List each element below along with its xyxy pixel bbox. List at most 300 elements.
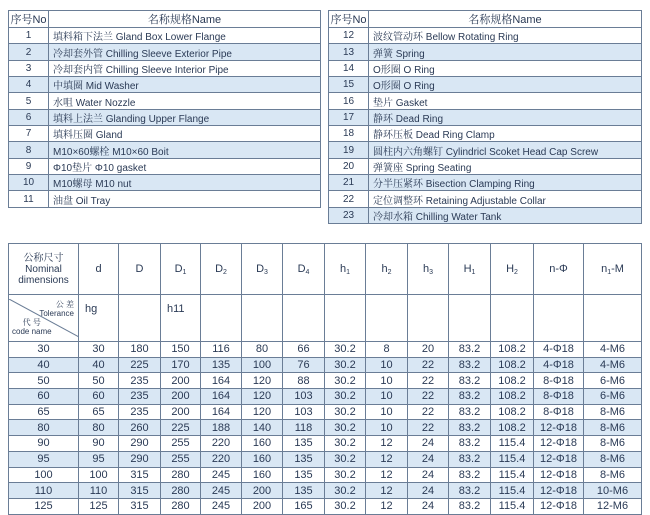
part-number: 23 [329, 207, 369, 223]
tolerance-cell [325, 295, 366, 342]
dimension-value: 30.2 [325, 451, 366, 467]
dimension-value: 280 [161, 498, 201, 514]
dimension-value: 22 [408, 389, 449, 405]
part-row [329, 44, 642, 60]
dimension-row [9, 389, 642, 405]
dimension-value: 108.2 [491, 389, 534, 405]
dimension-value: 315 [119, 498, 161, 514]
part-row [329, 142, 642, 158]
dimension-value: 22 [408, 420, 449, 436]
nominal-size: 40 [9, 357, 79, 373]
dimension-row [9, 404, 642, 420]
part-number: 13 [329, 44, 369, 60]
dimension-value: 164 [201, 389, 242, 405]
part-number: 3 [9, 60, 49, 76]
dimension-value: 12 [366, 483, 408, 499]
dimension-value: 12 [366, 498, 408, 514]
dimension-value: 30.2 [325, 436, 366, 452]
dimension-value: 200 [161, 389, 201, 405]
part-row [329, 93, 642, 109]
nominal-size: 65 [9, 404, 79, 420]
column-symbol: D [174, 262, 183, 275]
part-name: 填料上法兰 Glanding Upper Flange [49, 109, 321, 125]
part-number: 15 [329, 77, 369, 93]
column-header [325, 244, 366, 295]
dimension-value: 90 [79, 436, 119, 452]
dimension-value: 135 [283, 451, 325, 467]
dimension-value: 165 [283, 498, 325, 514]
column-header [449, 244, 491, 295]
column-header [201, 244, 242, 295]
dimension-value: 83.2 [449, 404, 491, 420]
column-symbol: H [463, 262, 472, 275]
dimension-value: 118 [283, 420, 325, 436]
column-subscript: 1 [346, 268, 351, 276]
dimension-value: 30.2 [325, 498, 366, 514]
column-header [79, 244, 119, 295]
dimension-value: 160 [242, 467, 283, 483]
tolerance-en: Tolerance [39, 309, 74, 318]
dimension-row [9, 451, 642, 467]
dimension-value: 8-M6 [584, 420, 642, 436]
header-name: 名称规格Name [369, 11, 642, 28]
part-number: 6 [9, 109, 49, 125]
code-label [12, 318, 52, 336]
dimension-value: 30.2 [325, 373, 366, 389]
part-name: O形圈 O Ring [369, 60, 642, 76]
dimension-value: 10 [366, 373, 408, 389]
dimension-value: 22 [408, 357, 449, 373]
dimension-row [9, 357, 642, 373]
part-name: 静环压板 Dead Ring Clamp [369, 126, 642, 142]
dimension-value: 65 [79, 404, 119, 420]
dimension-value: 83.2 [449, 357, 491, 373]
tolerance-cell [534, 295, 584, 342]
dimension-value: 160 [242, 451, 283, 467]
tolerance-cell [201, 295, 242, 342]
dimension-value: 80 [79, 420, 119, 436]
dimension-value: 290 [119, 451, 161, 467]
dimension-value: 83.2 [449, 373, 491, 389]
dimension-value: 280 [161, 467, 201, 483]
nominal-size: 95 [9, 451, 79, 467]
part-row [329, 60, 642, 76]
part-number: 16 [329, 93, 369, 109]
dimension-value: 235 [119, 389, 161, 405]
dimension-value: 120 [242, 389, 283, 405]
dimension-value: 255 [161, 436, 201, 452]
dimension-value: 30.2 [325, 404, 366, 420]
dimension-value: 115.4 [491, 483, 534, 499]
dimension-value: 95 [79, 451, 119, 467]
part-name: 冷却水箱 Chilling Water Tank [369, 207, 642, 223]
dimension-row [9, 483, 642, 499]
dimension-value: 225 [161, 420, 201, 436]
dimension-value: 108.2 [491, 357, 534, 373]
dimension-value: 150 [161, 342, 201, 358]
part-row [9, 44, 321, 60]
part-number: 19 [329, 142, 369, 158]
dimension-value: 135 [283, 467, 325, 483]
dimension-value: 280 [161, 483, 201, 499]
dimension-value: 115.4 [491, 436, 534, 452]
tolerance-cell [242, 295, 283, 342]
part-row [329, 191, 642, 207]
dimension-value: 83.2 [449, 389, 491, 405]
column-symbol: h [381, 262, 388, 275]
dimension-value: 8-M6 [584, 451, 642, 467]
dimension-value: 140 [242, 420, 283, 436]
part-number: 10 [9, 175, 49, 191]
dimension-value: 83.2 [449, 451, 491, 467]
dimension-value: 10 [366, 420, 408, 436]
part-number: 14 [329, 60, 369, 76]
column-subscript: 2 [387, 268, 392, 276]
column-header [119, 244, 161, 295]
dimension-value: 12 [366, 451, 408, 467]
part-row [329, 175, 642, 191]
part-number: 8 [9, 142, 49, 158]
tolerance-cell [449, 295, 491, 342]
dimension-value: 220 [201, 436, 242, 452]
column-header [408, 244, 449, 295]
column-header [366, 244, 408, 295]
part-number: 1 [9, 28, 49, 44]
dimension-row [9, 420, 642, 436]
dimension-value: 160 [242, 436, 283, 452]
dimension-value: 103 [283, 404, 325, 420]
dimension-value: 200 [242, 483, 283, 499]
dimension-value: 76 [283, 357, 325, 373]
dimension-value: 220 [201, 451, 242, 467]
tolerance-cell: hg [79, 295, 119, 342]
dimension-value: 60 [79, 389, 119, 405]
dimension-value: 245 [201, 498, 242, 514]
dimension-value: 12-Φ18 [534, 498, 584, 514]
dimension-value: 200 [161, 404, 201, 420]
dimension-value: 30.2 [325, 483, 366, 499]
nominal-cn: 公称尺寸 [23, 252, 64, 264]
part-row [329, 28, 642, 44]
dimension-value: 20 [408, 342, 449, 358]
part-name: M10螺母 M10 nut [49, 175, 321, 191]
part-number: 17 [329, 109, 369, 125]
part-name: O形圈 O Ring [369, 77, 642, 93]
code-cn: 代 号 [22, 318, 41, 327]
dimension-value: 24 [408, 451, 449, 467]
dimension-row [9, 498, 642, 514]
dimension-value: 4-Φ18 [534, 342, 584, 358]
part-row [329, 109, 642, 125]
parts-table-right [328, 10, 642, 224]
dimension-value: 4-Φ18 [534, 357, 584, 373]
dimension-value: 8-M6 [584, 404, 642, 420]
dimension-value: 12 [366, 467, 408, 483]
part-row [329, 158, 642, 174]
part-name: 填料压圈 Gland [49, 126, 321, 142]
header-no: 序号No [9, 11, 49, 28]
dimension-value: 83.2 [449, 420, 491, 436]
dimension-value: 125 [79, 498, 119, 514]
part-number: 4 [9, 77, 49, 93]
dimension-value: 255 [161, 451, 201, 467]
part-row [9, 60, 321, 76]
dimension-value: 235 [119, 373, 161, 389]
dimension-value: 108.2 [491, 420, 534, 436]
part-row [9, 142, 321, 158]
column-header [491, 244, 534, 295]
dimension-value: 120 [242, 373, 283, 389]
nominal-en2: dimensions [18, 274, 69, 286]
dimension-value: 100 [79, 467, 119, 483]
column-symbol: n [601, 262, 608, 275]
part-number: 22 [329, 191, 369, 207]
column-subscript: 1 [607, 268, 612, 276]
dimension-value: 12-Φ18 [534, 451, 584, 467]
part-name: 中填圈 Mid Washer [49, 77, 321, 93]
tolerance-cell [491, 295, 534, 342]
dimension-value: 40 [79, 357, 119, 373]
dimension-value: 30.2 [325, 342, 366, 358]
dimension-value: 115.4 [491, 498, 534, 514]
column-subscript: 3 [264, 268, 268, 276]
dimension-value: 10 [366, 357, 408, 373]
dimension-value: 12-M6 [584, 498, 642, 514]
dimension-value: 8-Φ18 [534, 389, 584, 405]
dimension-value: 83.2 [449, 342, 491, 358]
dimension-value: 180 [119, 342, 161, 358]
part-name: 油盘 Oil Tray [49, 191, 321, 207]
part-number: 2 [9, 44, 49, 60]
tolerance-cn: 公 差 [55, 300, 74, 309]
column-symbol: h [422, 262, 430, 275]
dimension-value: 88 [283, 373, 325, 389]
part-row [9, 93, 321, 109]
part-name: 波纹管动环 Bellow Rotating Ring [369, 28, 642, 44]
part-number: 18 [329, 126, 369, 142]
part-row [329, 77, 642, 93]
part-row [9, 77, 321, 93]
dimension-value: 6-M6 [584, 373, 642, 389]
dimension-value: 24 [408, 498, 449, 514]
part-row [329, 126, 642, 142]
dimension-value: 8 [366, 342, 408, 358]
parts-table-left [8, 10, 321, 208]
column-symbol: h [339, 262, 347, 275]
dimension-value: 225 [119, 357, 161, 373]
part-name: Φ10垫片 Φ10 gasket [49, 158, 321, 174]
part-number: 7 [9, 126, 49, 142]
dimension-value: 115.4 [491, 467, 534, 483]
dimension-value: 30.2 [325, 467, 366, 483]
tolerance-cell [584, 295, 642, 342]
dimension-value: 10 [366, 389, 408, 405]
dimension-value: 30.2 [325, 357, 366, 373]
dimension-value: 12-Φ18 [534, 483, 584, 499]
column-subscript: 1 [182, 268, 187, 276]
dimension-value: 188 [201, 420, 242, 436]
dimension-value: 116 [201, 342, 242, 358]
dimension-value: 50 [79, 373, 119, 389]
nominal-size: 80 [9, 420, 79, 436]
dimension-value: 200 [242, 498, 283, 514]
tolerance-cell [283, 295, 325, 342]
dimension-value: 164 [201, 373, 242, 389]
dimension-value: 6-M6 [584, 389, 642, 405]
column-header [283, 244, 325, 295]
dimension-value: 8-M6 [584, 436, 642, 452]
column-subscript: 2 [514, 268, 518, 276]
dimension-value: 108.2 [491, 404, 534, 420]
column-symbol: D [297, 262, 306, 275]
dimension-value: 66 [283, 342, 325, 358]
header-name: 名称规格Name [49, 11, 321, 28]
dimension-value: 245 [201, 467, 242, 483]
tolerance-cell [366, 295, 408, 342]
dimension-value: 4-M6 [584, 342, 642, 358]
part-number: 9 [9, 158, 49, 174]
part-number: 21 [329, 175, 369, 191]
part-row [9, 175, 321, 191]
tolerance-label [39, 300, 74, 318]
dimension-value: 164 [201, 404, 242, 420]
part-name: 水咀 Water Nozzle [49, 93, 321, 109]
column-header [161, 244, 201, 295]
column-tail: -M [611, 262, 624, 275]
dimension-value: 10-M6 [584, 483, 642, 499]
column-header [584, 244, 642, 295]
column-header [242, 244, 283, 295]
column-subscript: 3 [429, 268, 434, 276]
part-name: 填料箱下法兰 Gland Box Lower Flange [49, 28, 321, 44]
tolerance-cell [408, 295, 449, 342]
column-subscript: 1 [471, 268, 476, 276]
column-symbol: D [256, 262, 265, 275]
header-no: 序号No [329, 11, 369, 28]
column-symbol: d [95, 263, 102, 275]
dimension-row [9, 436, 642, 452]
column-subscript: 4 [305, 268, 310, 276]
nominal-size: 125 [9, 498, 79, 514]
dimension-value: 108.2 [491, 342, 534, 358]
tolerance-code-corner [9, 295, 79, 342]
nominal-dimensions-header [9, 244, 79, 295]
dimension-value: 245 [201, 483, 242, 499]
dimension-row [9, 467, 642, 483]
dimension-value: 290 [119, 436, 161, 452]
part-row [9, 28, 321, 44]
dimension-value: 10 [366, 404, 408, 420]
code-en: code name [12, 327, 52, 336]
dimension-value: 110 [79, 483, 119, 499]
dimensions-table [8, 243, 642, 515]
dimension-value: 24 [408, 436, 449, 452]
dimension-value: 30.2 [325, 420, 366, 436]
dimension-row [9, 373, 642, 389]
dimension-value: 8-Φ18 [534, 404, 584, 420]
dimension-value: 22 [408, 404, 449, 420]
dimension-value: 8-M6 [584, 467, 642, 483]
part-name: 弹簧 Spring [369, 44, 642, 60]
dimension-value: 120 [242, 404, 283, 420]
dimension-value: 24 [408, 483, 449, 499]
dimension-value: 8-Φ18 [534, 373, 584, 389]
dimension-value: 83.2 [449, 498, 491, 514]
dimension-value: 115.4 [491, 451, 534, 467]
part-name: M10×60螺栓 M10×60 Boit [49, 142, 321, 158]
dimension-value: 12-Φ18 [534, 420, 584, 436]
dimension-value: 80 [242, 342, 283, 358]
part-row [329, 207, 642, 223]
dimension-value: 235 [119, 404, 161, 420]
column-symbol: n-Φ [549, 263, 568, 275]
dimension-value: 108.2 [491, 373, 534, 389]
nominal-size: 90 [9, 436, 79, 452]
dimension-value: 315 [119, 483, 161, 499]
dimension-value: 100 [242, 357, 283, 373]
dimension-value: 170 [161, 357, 201, 373]
part-row [9, 109, 321, 125]
part-name: 垫片 Gasket [369, 93, 642, 109]
dimension-value: 83.2 [449, 467, 491, 483]
tolerance-cell [119, 295, 161, 342]
dimension-value: 12-Φ18 [534, 467, 584, 483]
dimension-value: 4-M6 [584, 357, 642, 373]
tolerance-cell: h11 [161, 295, 201, 342]
dimension-value: 200 [161, 373, 201, 389]
column-symbol: H [506, 262, 515, 275]
dimension-value: 83.2 [449, 483, 491, 499]
dimension-value: 22 [408, 373, 449, 389]
column-symbol: D [135, 263, 144, 275]
dimension-value: 24 [408, 467, 449, 483]
part-number: 5 [9, 93, 49, 109]
nominal-size: 100 [9, 467, 79, 483]
part-number: 20 [329, 158, 369, 174]
part-row [9, 158, 321, 174]
dimension-value: 12-Φ18 [534, 436, 584, 452]
part-name: 定位调整环 Retaining Adjustable Collar [369, 191, 642, 207]
dimension-value: 12 [366, 436, 408, 452]
part-name: 弹簧座 Spring Seating [369, 158, 642, 174]
dimension-value: 135 [201, 357, 242, 373]
nominal-size: 30 [9, 342, 79, 358]
dimension-value: 135 [283, 483, 325, 499]
part-row [9, 126, 321, 142]
dimension-value: 30 [79, 342, 119, 358]
part-row [9, 191, 321, 207]
dimension-value: 135 [283, 436, 325, 452]
nominal-en1: Nominal [25, 263, 62, 275]
dimension-value: 30.2 [325, 389, 366, 405]
column-subscript: 2 [223, 268, 227, 276]
dimension-row [9, 342, 642, 358]
part-name: 冷却套内管 Chilling Sleeve Interior Pipe [49, 60, 321, 76]
column-header [534, 244, 584, 295]
part-name: 圆柱内六角螺钉 Cylindricl Scoket Head Cap Screw [369, 142, 642, 158]
dimension-value: 260 [119, 420, 161, 436]
column-symbol: D [215, 262, 224, 275]
nominal-size: 50 [9, 373, 79, 389]
dimension-value: 103 [283, 389, 325, 405]
dimension-value: 83.2 [449, 436, 491, 452]
part-name: 冷却套外管 Chilling Sleeve Exterior Pipe [49, 44, 321, 60]
dimension-value: 315 [119, 467, 161, 483]
nominal-size: 110 [9, 483, 79, 499]
nominal-size: 60 [9, 389, 79, 405]
part-number: 12 [329, 28, 369, 44]
part-name: 静环 Dead Ring [369, 109, 642, 125]
